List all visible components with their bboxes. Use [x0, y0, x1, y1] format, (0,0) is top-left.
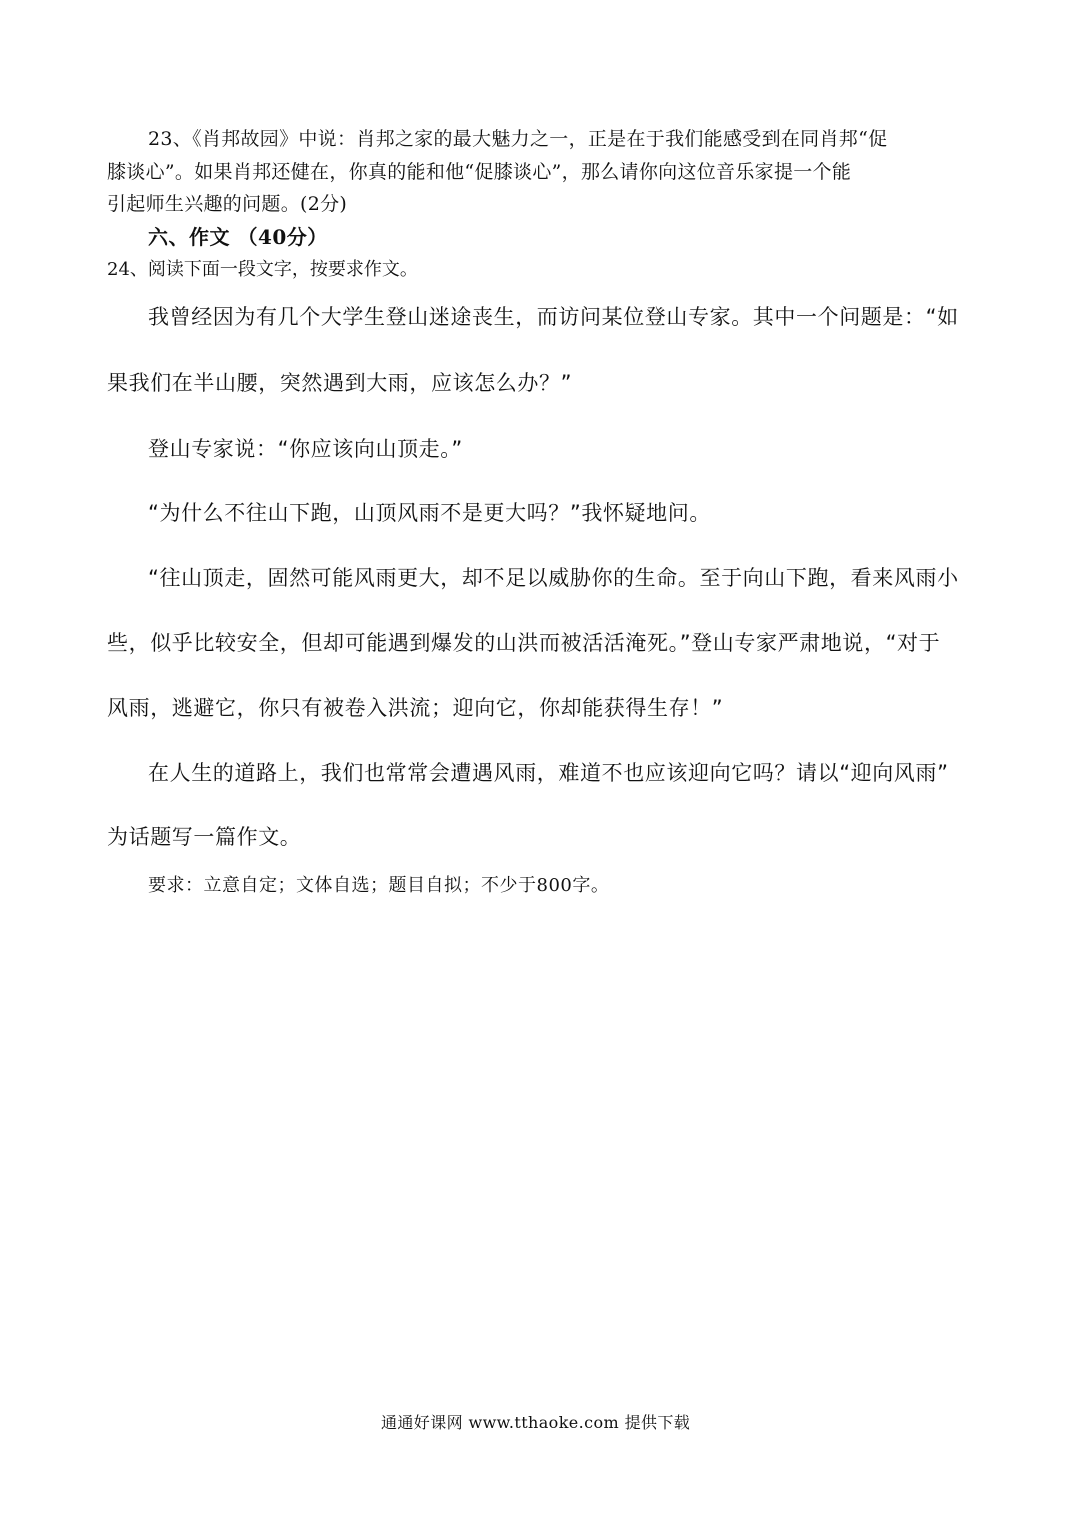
passage-paragraph-4-line-1: “往山顶走，固然可能风雨更大，却不足以威胁你的生命。至于向山下跑，看来风雨小: [148, 566, 959, 590]
composition-requirements: 要求：立意自定；文体自选；题目自拟；不少于800字。: [148, 875, 610, 896]
passage-paragraph-4-line-3: 风雨，逃避它，你只有被卷入洪流；迎向它，你却能获得生存！”: [107, 696, 724, 720]
passage-paragraph-1-line-2: 果我们在半山腰，突然遇到大雨，应该怎么办？”: [107, 371, 573, 395]
section-heading: 六、作文 （40分）: [148, 225, 328, 249]
passage-paragraph-4-line-2: 些，似乎比较安全，但却可能遇到爆发的山洪而被活活淹死。”登山专家严肃地说，“对于: [107, 631, 941, 655]
passage-paragraph-3: “为什么不往山下跑，山顶风雨不是更大吗？”我怀疑地问。: [148, 501, 711, 525]
question-23-line-3: 引起师生兴趣的问题。(2分): [107, 193, 348, 215]
passage-paragraph-5-line-2: 为话题写一篇作文。: [107, 825, 302, 849]
passage-paragraph-5-line-1: 在人生的道路上，我们也常常会遭遇风雨，难道不也应该迎向它吗？请以“迎向风雨”: [148, 761, 949, 785]
passage-paragraph-2: 登山专家说：“你应该向山顶走。”: [148, 437, 463, 461]
question-23-line-2: 膝谈心”。如果肖邦还健在，你真的能和他“促膝谈心”，那么请你向这位音乐家提一个能: [107, 161, 852, 183]
footer-source: 通通好课网 www.tthaoke.com 提供下载: [381, 1413, 691, 1432]
question-23-line-1: 23、《肖邦故园》中说：肖邦之家的最大魅力之一，正是在于我们能感受到在同肖邦“促: [148, 128, 888, 150]
passage-paragraph-1-line-1: 我曾经因为有几个大学生登山迷途丧生，而访问某位登山专家。其中一个问题是：“如: [148, 305, 959, 329]
question-24-prompt: 24、阅读下面一段文字，按要求作文。: [107, 259, 418, 280]
